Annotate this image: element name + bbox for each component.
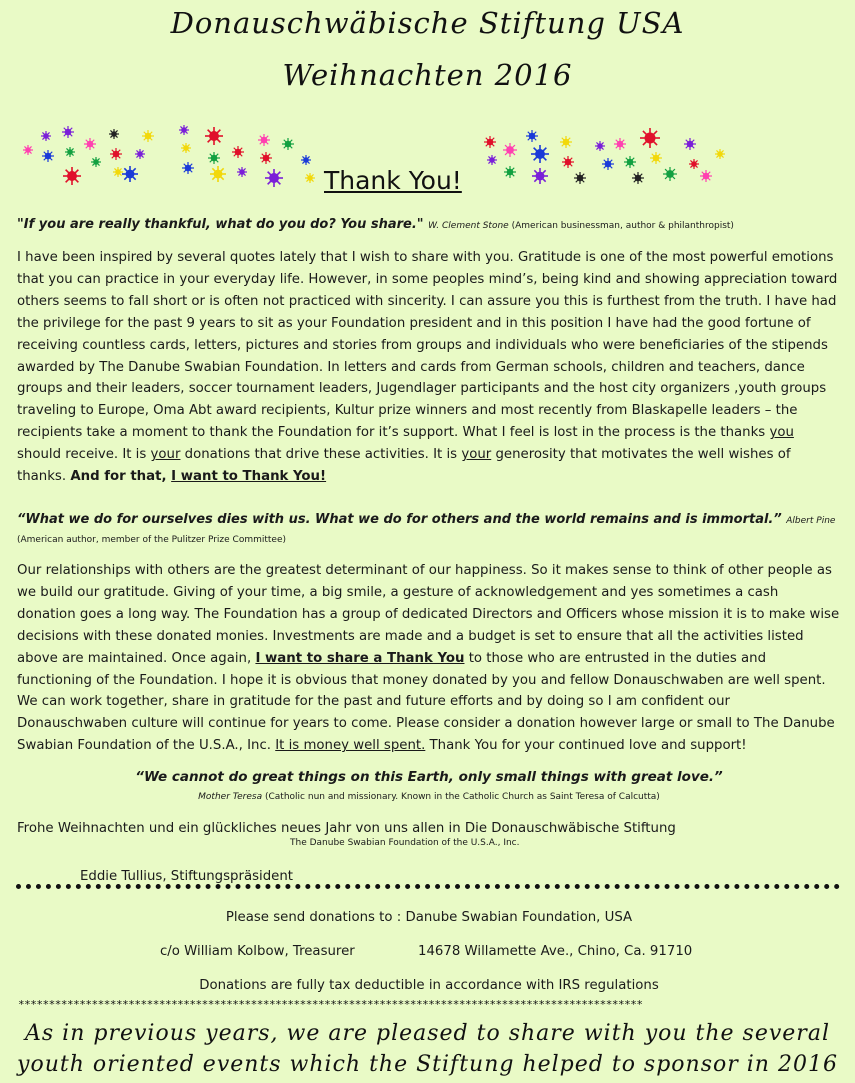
snowflake-star-icon [526,130,538,142]
quote-3-author: Mother Teresa [198,792,263,802]
snowflake-star-icon [614,138,626,150]
quote-2 [17,511,841,549]
snowflake-star-icon [91,157,101,167]
snowflake-star-icon [182,162,194,174]
snowflake-star-icon [632,172,644,184]
paragraph-1-tail: generosity that motivates the well wishes of thanks. [17,447,791,485]
quote-1-desc: (American businessman, author & philanthropist) [511,221,734,231]
snowflake-star-icon [574,172,586,184]
snowflake-star-icon [305,173,315,183]
quote-3-text: “We cannot do great things on this Earth, only small things with great love.” [135,769,723,785]
snowflake-star-icon [684,138,696,150]
snowflake-star-icon [113,167,123,177]
asterisk-divider: ****************************************************************************************************** [18,998,643,1011]
snowflake-star-icon [84,138,96,150]
snowflake-star-icon [689,159,699,169]
paragraph-2-text: Our relationships with others are the greatest determinant of our happiness. So it makes sense to think of other people as we build our gratitude. Giving of your time, a big smile, a gesture of acknowledgement and yes sometimes a cash donation goes a long way. The Foundation has a group of dedicated Directors and Officers whose mission it is to make wise decisions with these donated monies. Investments are made and a budget is set to ensure that all the activities listed above are maintained. Once again, [17,563,840,666]
snowflake-star-icon [205,127,223,145]
paragraph-1-bold-lead: And for that, [70,469,172,485]
snowflake-star-icon [504,166,516,178]
christmas-greeting: Frohe Weihnachten und ein glückliches neues Jahr von uns allen in Die Donauschwäbische Stiftung [17,821,676,836]
snowflake-star-icon [700,170,712,182]
money-well-spent-emphasis: It is money well spent. [275,738,426,754]
snowflake-star-icon [260,152,272,164]
snowflake-star-icon [258,134,270,146]
quote-1-text: "If you are really thankful, what do you do? You share." [17,217,424,232]
quote-2-desc: (American author, member of the Pulitzer Prize Committee) [17,535,287,545]
thank-you-emphasis: I want to Thank You! [171,469,327,485]
quote-3-desc: (Catholic nun and missionary. Known in the Catholic Church as Saint Teresa of Calcutta) [265,792,660,802]
snowflake-star-icon [562,156,574,168]
quote-3 [17,768,841,806]
snowflake-star-icon [487,155,497,165]
treasurer-line: c/o William Kolbow, Treasurer [160,944,355,959]
snowflake-star-icon [663,167,677,181]
snowflake-star-icon [484,136,496,148]
paragraph-1-mid1: should receive. It is [17,447,151,463]
closing-line-1: As in previous years, we are pleased to share with you the several [25,1021,830,1046]
snowflake-star-icon [232,146,244,158]
snowflake-star-icon [65,147,75,157]
page-title: Donauschwäbische Stiftung USA [170,6,685,40]
snowflake-star-icon [181,143,191,153]
snowflake-star-icon [624,156,636,168]
snowflake-star-icon [135,149,145,159]
snowflake-star-icon [109,129,119,139]
snowflake-star-icon [640,128,660,148]
paragraph-2-mid: to those who are entrusted in the duties and functioning of the Foundation. I hope it is obvious that money donated by you and fellow Donauschwaben are well spent. We can work together, share in gratitude for the past and future efforts and by doing so I am confident our Donauschwaben culture will continue for years to come. Please consider a donation however large or small to The Danube Swabian Foundation of the U.S.A., Inc. [17,650,835,754]
quote-2-text: “What we do for ourselves dies with us. What we do for others and the world remains and is immortal.” [17,512,782,527]
snowflake-star-icon [142,130,154,142]
paragraph-1-mid2: donations that drive these activities. It is [180,447,462,463]
decorative-stars-right [480,124,730,190]
emphasis-your-1: your [150,447,181,463]
snowflake-star-icon [650,152,662,164]
snowflake-star-icon [595,141,605,151]
quote-1 [17,216,841,235]
share-thank-you-emphasis: I want to share a Thank You [255,650,465,666]
snowflake-star-icon [41,131,51,141]
quote-1-author: W. Clement Stone [428,221,509,231]
emphasis-you: you [769,425,794,441]
snowflake-star-icon [208,152,220,164]
street-address: 14678 Willamette Ave., Chino, Ca. 91710 [418,944,693,959]
snowflake-star-icon [560,136,572,148]
donation-address-line: Please send donations to : Danube Swabian Foundation, USA [225,910,633,925]
snowflake-star-icon [265,169,283,187]
dotted-divider [16,884,840,889]
snowflake-star-icon [210,166,226,182]
decorative-stars-left [18,122,318,192]
snowflake-star-icon [715,149,725,159]
greeting-subline: The Danube Swabian Foundation of the U.S.A., Inc. [290,838,520,848]
snowflake-star-icon [503,143,517,157]
snowflake-star-icon [301,155,311,165]
tax-deductible-note: Donations are fully tax deductible in accordance with IRS regulations [199,978,659,993]
thank-you-heading: Thank You! [324,166,462,195]
snowflake-star-icon [602,158,614,170]
quote-2-author: Albert Pine [786,516,836,526]
snowflake-star-icon [179,125,189,135]
signature: Eddie Tullius, Stiftungspräsident [80,869,293,884]
snowflake-star-icon [23,145,33,155]
closing-line-2: youth oriented events which the Stiftung helped to sponsor in 2016 [17,1052,838,1077]
snowflake-star-icon [110,148,122,160]
snowflake-star-icon [531,145,549,163]
snowflake-star-icon [237,167,247,177]
paragraph-1-text: I have been inspired by several quotes lately that I wish to share with you. Gratitude is one of the most powerful emotions that you can practice in your everyday life. However, in some peoples mind’s, being kind and showing appreciation toward others seems to fall short or is often not practiced with sincerity. I can assure you this is furthest from the truth. I have had the privilege for the past 9 years to sit as your Foundation president and in this position I have had the good fortune of receiving countless cards, letters, pictures and stories from groups and individuals who were beneficiaries of the stipends awarded by The Danube Swabian Foundation. In letters and cards from German schools, children and teachers, dance groups and their leaders, soccer tournament leaders, Jugendlager participants and the host city organizers ,youth groups traveling to Europe, Oma Abt award recipients, Kultur prize winners and most recently from Blaskapelle leaders – the recipients take a moment to thank the Foundation for it’s support. What I feel is lost in the process is the thanks [17,250,838,441]
page-subtitle: Weihnachten 2016 [282,58,573,92]
paragraph-2 [17,560,841,757]
snowflake-star-icon [282,138,294,150]
paragraph-2-tail: Thank You for your continued love and support! [425,738,747,754]
paragraph-1 [17,247,841,488]
snowflake-star-icon [63,167,81,185]
snowflake-star-icon [532,168,548,184]
emphasis-your-2: your [461,447,492,463]
snowflake-star-icon [42,150,54,162]
snowflake-star-icon [122,166,138,182]
snowflake-star-icon [62,126,74,138]
